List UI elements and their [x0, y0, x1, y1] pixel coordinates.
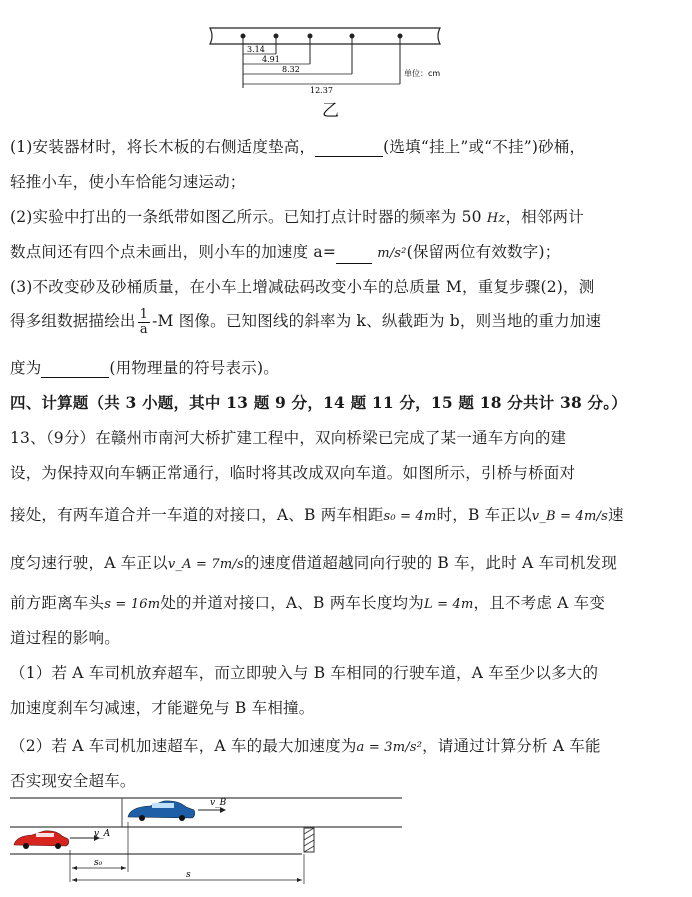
- part1-line1: (1)安装器材时，将长木板的右侧适度垫高， (选填“挂上”或“不挂”)砂桶，: [10, 138, 586, 156]
- p13-line6: 道过程的影响。: [10, 629, 120, 647]
- p13-q2-line1: （2）若 A 车司机加速超车，A 车的最大加速度为a = 3m/s²，请通过计算分析 A 车能: [10, 737, 601, 755]
- tape-unit-label: 单位：cm: [404, 69, 441, 78]
- section-heading: 四、计算题（共 3 小题，其中 13 题 9 分，14 题 11 分，15 题 18 分共计 38 分。）: [10, 393, 627, 412]
- p13-line2: 设，为保持双向车辆正常通行，临时将其改成双向车道。如图所示，引桥与桥面对: [10, 464, 576, 482]
- car-b-icon: [128, 801, 195, 821]
- part3-line2: 得多组数据描绘出 $\frac{1}{a}$ -M 图像。已知图线的斜率为 k、纵截距为 b，则当地的重力加速: [10, 306, 602, 337]
- paper-tape-figure: [200, 18, 500, 128]
- car-a-icon: [14, 831, 69, 849]
- part1-line2: 轻推小车，使小车恰能匀速运动；: [10, 173, 246, 191]
- p13-q2-line2: 否实现安全超车。: [10, 772, 136, 790]
- tape-figure-caption: 乙: [322, 101, 339, 121]
- va-label: v_A: [94, 829, 111, 839]
- part3-line1: (3)不改变砂及砂桶质量，在小车上增减砝码改变小车的总质量 M，重复步骤(2)，测: [10, 278, 595, 296]
- part3-line3: 度为 (用物理量的符号表示)。: [10, 359, 279, 377]
- tape-measure-1: 3.14: [247, 45, 265, 54]
- answer-blank-2: [336, 249, 372, 264]
- p13-q1-line2: 加速度刹车匀减速，才能避免与 B 车相撞。: [10, 699, 315, 717]
- p13-line3: 接处，有两车道合并一车道的对接口，A、B 两车相距s₀ = 4m时，B 车正以v_B = 4m/s速: [10, 506, 624, 524]
- p13-line4: 度匀速行驶，A 车正以v_A = 7m/s的速度借道超越同向行驶的 B 车，此时 A 车司机发现: [10, 554, 618, 572]
- fraction-1-over-a: $\frac{1}{a}$: [139, 306, 149, 337]
- part2-line2: 数点间还有四个点未画出，则小车的加速度 a= m/s²(保留两位有效数字)；: [10, 242, 670, 264]
- part2-line1: (2)实验中打出的一条纸带如图乙所示。已知打点计时器的频率为 50 Hz，相邻两计: [10, 208, 584, 226]
- road-merge-figure: [10, 790, 420, 890]
- tape-measure-4: 12.37: [310, 86, 333, 95]
- p13-line5: 前方距离车头s = 16m处的并道对接口，A、B 两车长度均为L = 4m，且不考虑 A 车变: [10, 594, 606, 612]
- p13-line1: 13、（9分）在赣州市南河大桥扩建工程中，双向桥梁已完成了某一通车方向的建: [10, 429, 567, 447]
- vb-label: v_B: [210, 798, 227, 808]
- s-label: s: [186, 870, 191, 880]
- tape-measure-2: 4.91: [262, 55, 280, 64]
- tape-measure-3: 8.32: [282, 65, 300, 74]
- answer-blank-3: [41, 363, 109, 378]
- s0-label: s₀: [94, 858, 103, 868]
- answer-blank-1: [315, 142, 383, 157]
- p13-q1-line1: （1）若 A 车司机放弃超车，而立即驶入与 B 车相同的行驶车道，A 车至少以多大的: [10, 664, 599, 682]
